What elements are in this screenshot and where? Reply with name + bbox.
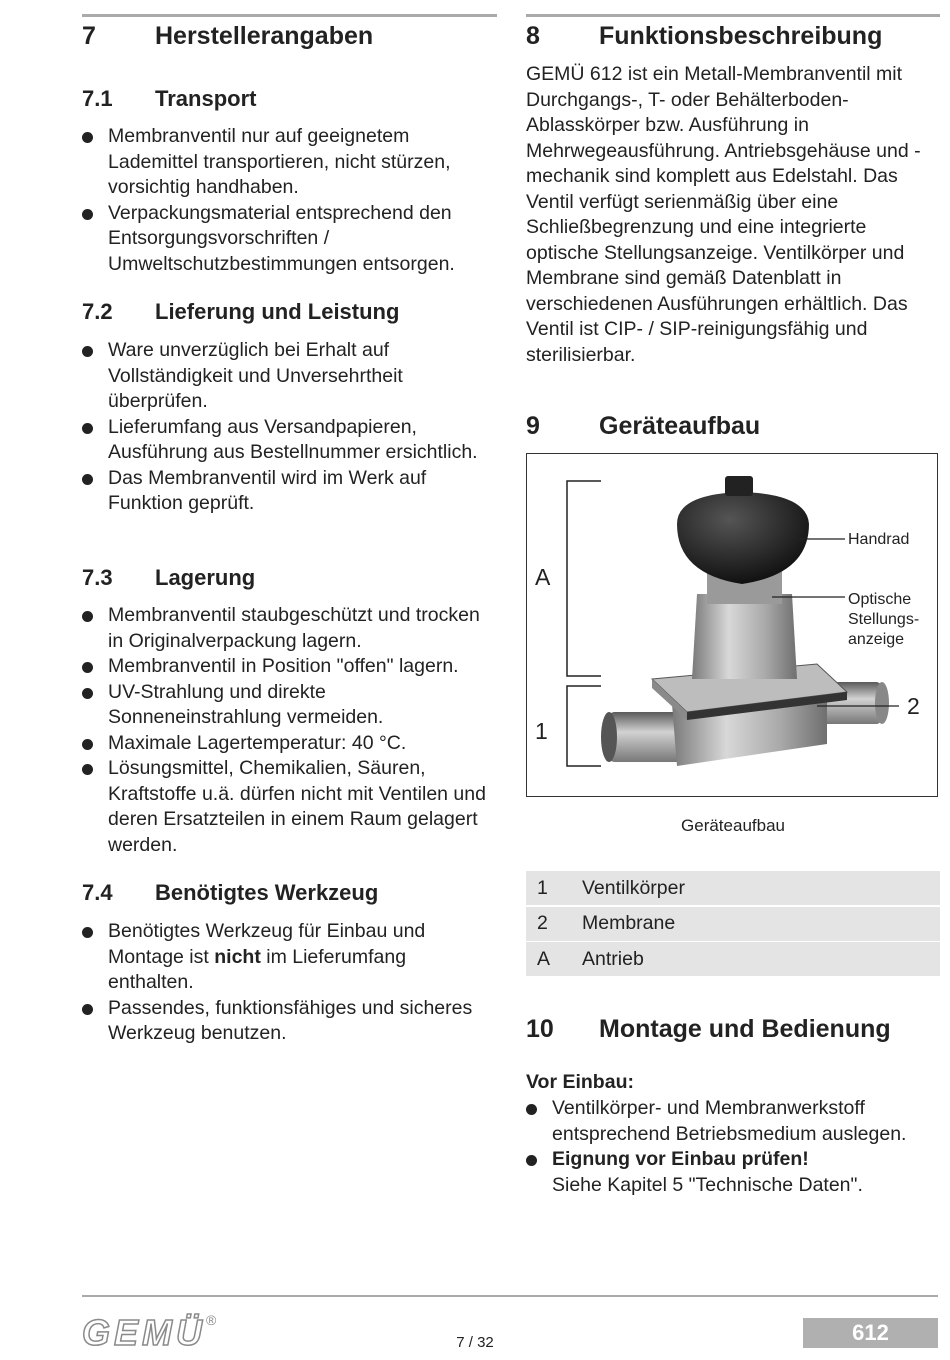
section-number: 7: [82, 22, 96, 50]
bullet-icon: [82, 1004, 93, 1015]
bold-emphasis: nicht: [214, 945, 261, 968]
bracket-a: [567, 481, 601, 676]
list-item: Ware unverzüglich bei Erhalt auf Vollständigkeit und Unversehrtheit überprüfen.: [82, 338, 482, 415]
list-item: UV-Strahlung und direkte Sonneneinstrahlung vermeiden.: [82, 680, 497, 731]
position-indicator: [725, 476, 753, 496]
footer-rule: [82, 1295, 938, 1297]
list-item: Maximale Lagertemperatur: 40 °C.: [82, 731, 497, 757]
section-7-4-heading: [82, 880, 378, 906]
bullet-icon: [82, 346, 93, 357]
section-number: 7.3: [82, 565, 113, 590]
section-9-heading: [526, 412, 760, 441]
bullet-icon: [82, 662, 93, 673]
valve-illustration: [527, 454, 938, 797]
handwheel: [677, 492, 809, 584]
werkzeug-list: [82, 919, 482, 1047]
bullet-icon: [82, 739, 93, 750]
section-number: 7.1: [82, 86, 113, 111]
section-title: Lieferung und Leistung: [155, 299, 400, 324]
bullet-icon: [82, 132, 93, 143]
list-item: Lieferumfang aus Versandpapieren, Ausführung aus Bestellnummer ersichtlich.: [82, 415, 482, 466]
section-number: 10: [526, 1015, 554, 1043]
bullet-icon: [82, 209, 93, 220]
bullet-icon: [82, 423, 93, 434]
bullet-icon: [526, 1155, 537, 1166]
label-2: 2: [907, 693, 920, 719]
section-8-heading: [526, 22, 882, 51]
label-stellungs: Stellungs-: [848, 611, 920, 628]
page-number: 7 / 32: [456, 1334, 494, 1351]
function-description: GEMÜ 612 ist ein Metall-Membranventil mit Durchgangs-, T- oder Behälterboden-Ablasskörper bzw. Ausführung in Mehrwegeausführung. Antriebsgehäuse und -mechanik sind komplett aus Edelstahl. Das Ventil verfügt serienmäßig über eine Schließbegrenzung und eine integrierte optische Stellungsanzeige. Ventilkörper und Membrane sind gemäß Datenblatt in verschiedenen Ausführungen erhältlich. Das Ventil ist CIP- / SIP-reinigungsfähig und sterilisierbar.: [526, 63, 921, 366]
bullet-icon: [82, 474, 93, 485]
gemu-logo: GEMÜ®: [82, 1312, 217, 1353]
bullet-icon: [82, 927, 93, 938]
section-title: Geräteaufbau: [599, 412, 761, 440]
section-7-heading: [82, 22, 373, 51]
label-handrad: Handrad: [848, 531, 910, 548]
list-item: Das Membranventil wird im Werk auf Funktion geprüft.: [82, 466, 482, 517]
section-7-1-heading: [82, 86, 256, 112]
bullet-icon: [82, 688, 93, 699]
lagerung-list: [82, 603, 497, 858]
label-1: 1: [535, 718, 548, 744]
section-title: Lagerung: [155, 565, 256, 590]
section-7-3-heading: [82, 565, 255, 591]
vor-einbau-label: Vor Einbau:: [526, 1071, 634, 1093]
section-title: Herstellerangaben: [155, 22, 374, 50]
figure-caption: Geräteaufbau: [681, 816, 785, 835]
legend-table: [526, 871, 940, 978]
section-7-2-heading: [82, 299, 399, 325]
registered-mark: ®: [206, 1312, 217, 1328]
transport-list: [82, 124, 497, 277]
section-number: 8: [526, 22, 540, 50]
list-item: Membranventil staubgeschützt und trocken in Originalverpackung lagern.: [82, 603, 497, 654]
lieferung-list: [82, 338, 482, 517]
section-number: 9: [526, 412, 540, 440]
section-number: 7.2: [82, 299, 113, 324]
list-item: Verpackungsmaterial entsprechend den Entsorgungsvorschriften / Umweltschutzbestimmungen entsorgen.: [82, 201, 497, 278]
bullet-icon: [82, 764, 93, 775]
list-item: Membranventil nur auf geeignetem Lademittel transportieren, nicht stürzen, vorsichtig handhaben.: [82, 124, 497, 201]
top-rule-left: [82, 14, 497, 17]
table-row: 1 Ventilkörper: [526, 871, 940, 905]
list-item: Lösungsmittel, Chemikalien, Säuren, Kraftstoffe u.ä. dürfen nicht mit Ventilen und deren Ersatzteilen in einem Raum gelagert werden.: [82, 756, 497, 858]
section-title: Benötigtes Werkzeug: [155, 880, 379, 905]
table-row: A Antrieb: [526, 942, 940, 976]
section-10-heading: [526, 1015, 891, 1044]
bullet-icon: [82, 611, 93, 622]
table-row: 2 Membrane: [526, 907, 940, 941]
pipe-left-end: [601, 712, 617, 762]
label-anzeige: anzeige: [848, 631, 905, 648]
top-rule-right: [526, 14, 940, 17]
list-item: Eignung vor Einbau prüfen! Siehe Kapitel 5 "Technische Daten".: [526, 1147, 940, 1198]
section-title: Montage und Bedienung: [599, 1015, 891, 1043]
bullet-icon: [526, 1104, 537, 1115]
pipe-right-end: [875, 682, 889, 724]
list-item: Benötigtes Werkzeug für Einbau und Montage ist nicht im Lieferumfang enthalten.: [82, 919, 482, 996]
list-item: Ventilkörper- und Membranwerkstoff entsprechend Betriebsmedium auslegen.: [526, 1096, 940, 1147]
section-title: Funktionsbeschreibung: [599, 22, 883, 50]
label-optische: Optische: [848, 591, 912, 608]
bracket-1: [567, 686, 601, 766]
section-number: 7.4: [82, 880, 113, 905]
product-badge: 612: [803, 1318, 938, 1348]
actuator-housing: [692, 594, 797, 679]
label-a: A: [535, 564, 551, 590]
list-item: Passendes, funktionsfähiges und sicheres Werkzeug benutzen.: [82, 996, 482, 1047]
list-item: Membranventil in Position "offen" lagern.: [82, 654, 497, 680]
valve-figure: [526, 453, 938, 797]
section-title: Transport: [155, 86, 257, 111]
montage-list: [526, 1096, 940, 1198]
bold-emphasis: Eignung vor Einbau prüfen!: [552, 1148, 809, 1170]
